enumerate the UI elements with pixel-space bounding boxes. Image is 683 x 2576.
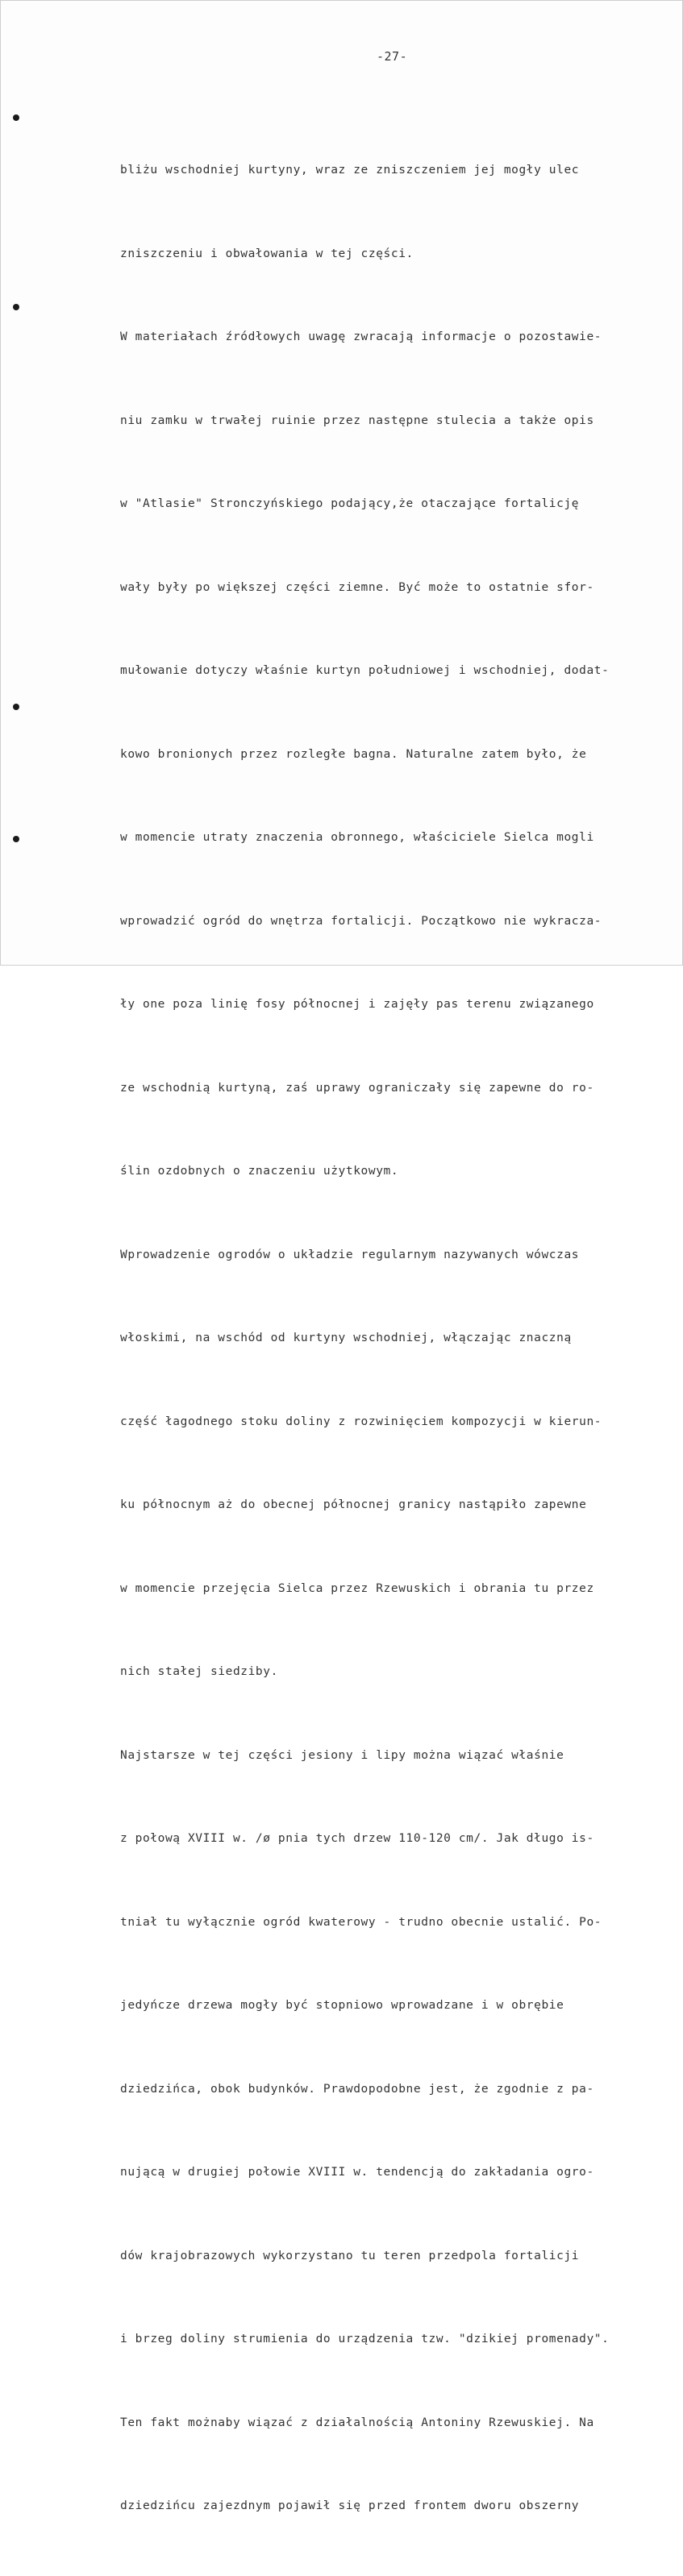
text-line: w "Atlasie" Stronczyńskiego podający,że otaczające fortalicję [120, 497, 580, 510]
text-line: tniał tu wyłącznie ogród kwaterowy - trudno obecnie ustalić. Po- [120, 1915, 602, 1929]
text-line: kowo bronionych przez rozległe bagna. Naturalne zatem było, że [120, 747, 587, 761]
text-line: w momencie utraty znaczenia obronnego, właściciele Sielca mogli [120, 831, 594, 844]
punch-hole-1 [13, 114, 19, 121]
text-line: włoskimi, na wschód od kurtyny wschodniej, włączając znaczną [120, 1332, 572, 1344]
text-line: W materiałach źródłowych uwagę zwracają informacje o pozostawie- [120, 330, 602, 343]
text-line: nującą w drugiej połowie XVIII w. tendencją do zakładania ogro- [120, 2166, 594, 2179]
text-line: dów krajobrazowych wykorzystano tu teren przedpola fortalicji [120, 2249, 580, 2262]
text-line: Najstarsze w tej części jesiony i lipy można wiązać właśnie [120, 1748, 564, 1762]
text-line: ślin ozdobnych o znaczeniu użytkowym. [120, 1165, 399, 1178]
text-line: nich stałej siedziby. [120, 1665, 278, 1678]
punch-hole-4 [13, 836, 19, 842]
text-line: bliżu wschodniej kurtyny, wraz ze zniszczeniem jej mogły ulec [120, 164, 580, 177]
text-line: jedyńcze drzewa mogły być stopniowo wprowadzane i w obrębie [120, 1999, 564, 2012]
punch-hole-2 [13, 304, 19, 310]
text-line: dziedzińcu zajezdnym pojawił się przed frontem dworu obszerny [120, 2499, 580, 2512]
text-line: dziedzińca, obok budynków. Prawdopodobne jest, że zgodnie z pa- [120, 2082, 594, 2096]
text-line: ze wschodnią kurtyną, zaś uprawy ograniczały się zapewne do ro- [120, 1081, 594, 1095]
body-text [120, 101, 677, 2576]
text-line: z połową XVIII w. /ø pnia tych drzew 110-120 cm/. Jak długo is- [120, 1832, 594, 1845]
text-line: Ten fakt możnaby wiązać z działalnością Antoniny Rzewuskiej. Na [120, 2416, 594, 2429]
text-line: mułowanie dotyczy właśnie kurtyn południowej i wschodniej, dodat- [120, 664, 610, 677]
page-number: -27- [377, 49, 408, 64]
text-line: część łagodnego stoku doliny z rozwinięciem kompozycji w kierun- [120, 1415, 602, 1428]
text-line: niu zamku w trwałej ruinie przez następne stulecia a także opis [120, 413, 594, 427]
text-line: wprowadzić ogród do wnętrza fortalicji. Początkowo nie wykracza- [120, 914, 602, 928]
text-line: Wprowadzenie ogrodów o układzie regularnym nazywanych wówczas [120, 1248, 580, 1261]
text-line: w momencie przejęcia Sielca przez Rzewuskich i obrania tu przez [120, 1581, 594, 1595]
punch-hole-3 [13, 704, 19, 710]
text-line: i brzeg doliny strumienia do urządzenia tzw. "dzikiej promenady". [120, 2333, 610, 2345]
text-line: wały były po większej części ziemne. Być może to ostatnie sfor- [120, 580, 594, 594]
text-line: ku północnym aż do obecnej północnej granicy nastąpiło zapewne [120, 1498, 587, 1511]
text-line: zniszczeniu i obwałowania w tej części. [120, 247, 414, 260]
text-line: ły one poza linię fosy północnej i zajęły pas terenu związanego [120, 998, 594, 1011]
